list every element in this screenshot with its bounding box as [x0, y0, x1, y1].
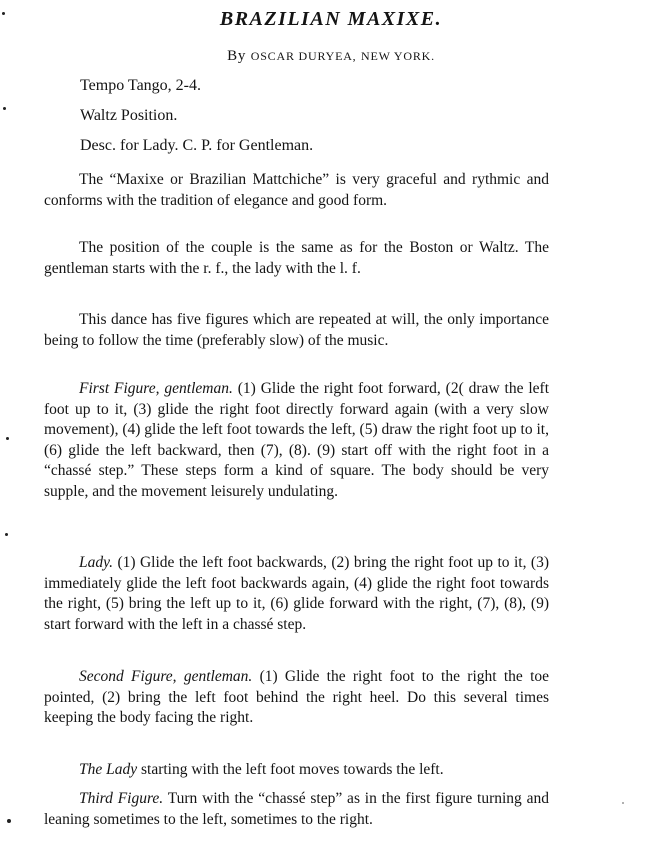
scan-speck: [3, 107, 6, 110]
first-figure-paragraph: [44, 379, 549, 502]
author-byline: [0, 48, 662, 65]
third-figure-label: Third Figure.: [79, 790, 164, 807]
lady-text: (1) Glide the left foot backwards, (2) bring the right foot up to it, (3) immediately glide the left foot backwards again, (4) glide the right foot towards the right, (5) bring the left up to it, (6) glide forward with the right, (7), (8), (9) start forward with the left in a chassé step.: [44, 554, 549, 633]
scan-speck: [7, 819, 11, 823]
lady-label: Lady.: [79, 554, 114, 571]
byline-city: NEW YORK.: [361, 49, 435, 63]
third-figure-paragraph: [44, 789, 549, 830]
couple-paragraph: [44, 238, 549, 279]
byline-by: By: [227, 48, 247, 64]
lady-paragraph: [44, 553, 549, 635]
scan-speck: [6, 437, 9, 440]
page-title: BRAZILIAN MAXIXE.: [219, 8, 443, 30]
first-figure-text: (1) Glide the right foot forward, (2( draw the left foot up to it, (3) glide the right foot directly forward again (with a very slow movement), (4) glide the left foot towards the left, (5) draw the right foot up to it, (6) glide the left backward, then (7), (8). (9) start off with the right foot in a “chassé step.” These steps form a kind of square. The body should be very supple, and the movement leisurely undulating.: [44, 380, 549, 500]
figures-text: This dance has five figures which are repeated at will, the only importance being to follow the time (preferably slow) of the music.: [44, 311, 549, 349]
figures-paragraph: [44, 310, 549, 351]
lady-second-label: The Lady: [79, 761, 138, 778]
scan-speck: [2, 12, 5, 15]
scan-speck: [622, 802, 624, 804]
intro-text: The “Maxixe or Brazilian Mattchiche” is very graceful and rythmic and conforms with the tradition of elegance and good form.: [44, 171, 549, 209]
first-figure-label: First Figure, gentleman.: [79, 380, 233, 397]
third-figure-text: Turn with the “chassé step” as in the first figure turning and leaning sometimes to the left, sometimes to the right.: [44, 790, 549, 828]
second-figure-text: (1) Glide the right foot to the right the toe pointed, (2) bring the left foot behind the right heel. Do this several times keeping the body facing the right.: [44, 668, 550, 726]
intro-paragraph: [44, 170, 549, 211]
lady-second-paragraph: [44, 760, 549, 781]
lady-second-text: starting with the left foot moves towards the left.: [137, 761, 444, 778]
position-line: Waltz Position.: [80, 107, 178, 124]
second-figure-paragraph: [44, 667, 549, 729]
tempo-line: Tempo Tango, 2-4.: [80, 77, 201, 94]
couple-text: The position of the couple is the same as for the Boston or Waltz. The gentleman starts with the r. f., the lady with the l. f.: [44, 239, 549, 277]
scan-speck: [5, 533, 8, 536]
byline-author: OSCAR DURYEA,: [250, 49, 357, 63]
desc-line: Desc. for Lady. C. P. for Gentleman.: [80, 137, 314, 154]
second-figure-label: Second Figure, gentleman.: [79, 668, 253, 685]
